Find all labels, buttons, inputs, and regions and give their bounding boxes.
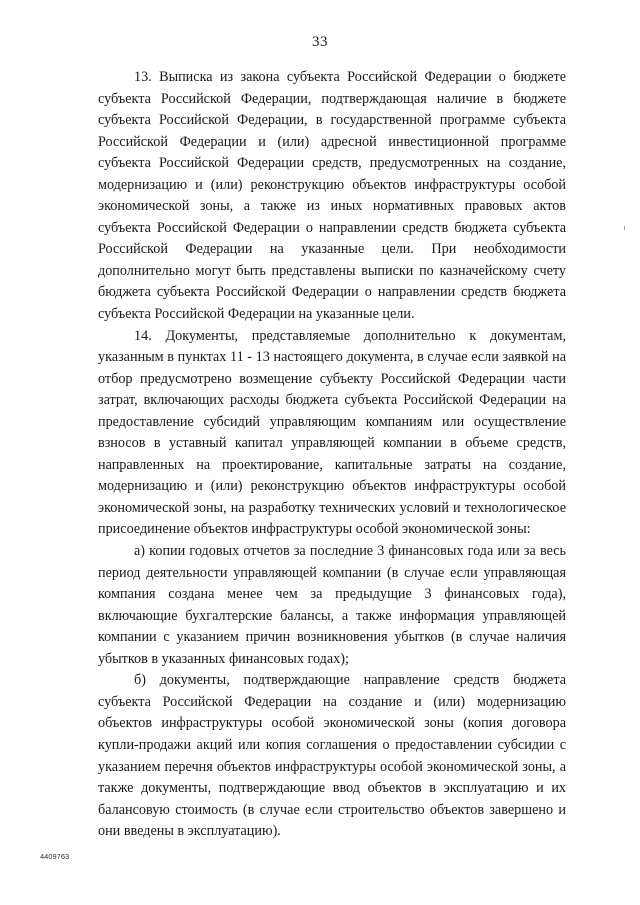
page-number: 33: [312, 34, 328, 50]
paragraph-14: 14. Документы, представляемые дополнительно к документам, указанным в пунктах 11 - 13 настоящего документа, в случае если заявкой на отбор предусмотрено возмещение субъекту Российской Федерации части затрат, включающих расходы бюджета субъекта Российской Федерации на предоставление субсидий управляющим компаниям или осуществление взносов в уставный капитал управляющей компании в объеме средств, направленных на проектирование, капитальные затраты на создание, модернизацию и (или) реконструкцию объектов инфраструктуры особой экономической зоны, на разработку технических условий и технологическое присоединение объектов инфраструктуры особой экономической зоны:: [98, 327, 566, 538]
document-code: 4409763: [40, 852, 70, 861]
paragraph-13: 13. Выписка из закона субъекта Российской Федерации о бюджете субъекта Российской Федерации, подтверждающая наличие в бюджете субъекта Российской Федерации, в государственной программе субъекта Российской Федерации и (или) адресной инвестиционной программе субъекта Российской Федерации средств, предусмотренных на создание, модернизацию и (или) реконструкцию объектов инфраструктуры особой экономической зоны, а также из иных нормативных правовых актов субъекта Российской Федерации о направлении средств бюджета субъекта Российской Федерации на указанные цели. При необходимости дополнительно могут быть представлены выписки по казначейскому счету бюджета субъекта Российской Федерации о направлении средств бюджета субъекта Российской Федерации на указанные цели.: [98, 69, 566, 323]
document-body: [98, 67, 566, 843]
scan-margin-mark: [624, 226, 625, 230]
paragraph-14-a: а) копии годовых отчетов за последние 3 финансовых года или за весь период деятельности управляющей компании (в случае если управляющая компания создана менее чем за предыдущие 3 финансовых года), включающие бухгалтерские балансы, а также информация управляющей компании с указанием причин возникновения убытков (в случае наличия убытков в указанных финансовых годах);: [98, 543, 566, 667]
paragraph-14-b: б) документы, подтверждающие направление средств бюджета субъекта Российской Федерации на создание и (или) модернизацию объектов инфраструктуры особой экономической зоны (копия договора купли-продажи акций или копия соглашения о предоставлении субсидии с указанием перечня объектов инфраструктуры особой экономической зоны, а также документы, подтверждающие ввод объектов в эксплуатацию и их балансовую стоимость (в случае если строительство объектов завершено и они введены в эксплуатацию).: [98, 672, 566, 840]
